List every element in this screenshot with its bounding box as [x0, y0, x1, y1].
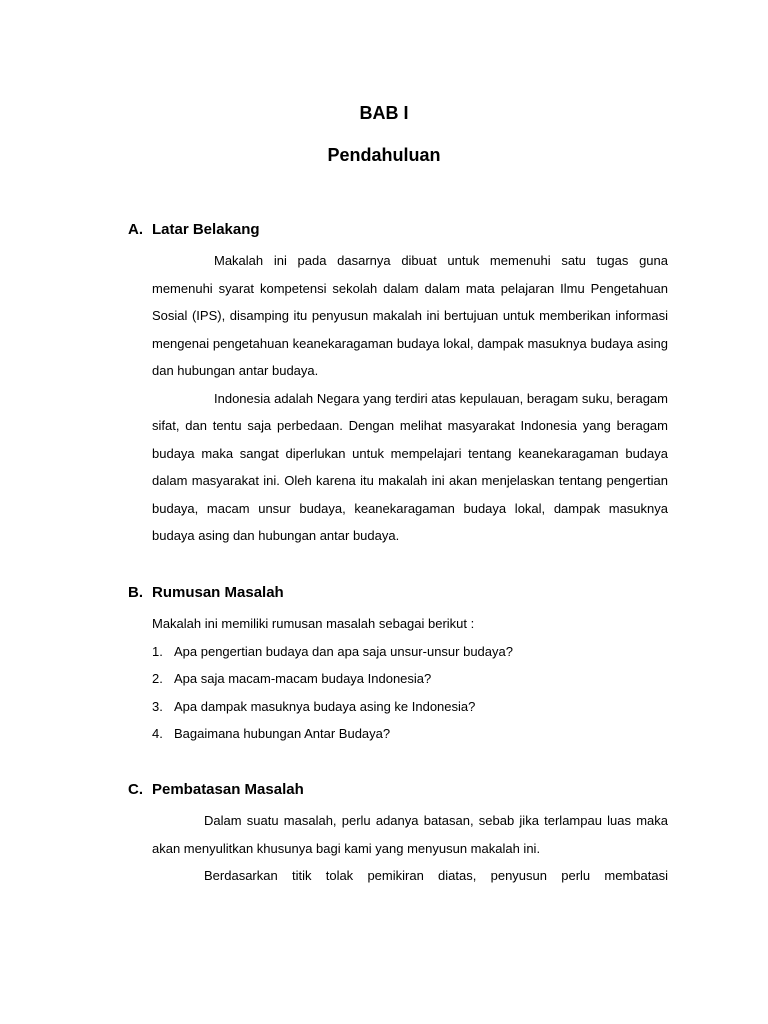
paragraph: Berdasarkan titik tolak pemikiran diatas, penyusun perlu membatasi	[204, 868, 668, 883]
chapter-title: Pendahuluan	[327, 145, 441, 165]
section-title: Latar Belakang	[152, 221, 260, 238]
section-title: Rumusan Masalah	[152, 584, 284, 601]
section-letter: B.	[128, 584, 143, 601]
list-text: Apa pengertian budaya dan apa saja unsur-unsur budaya?	[174, 643, 513, 659]
section-heading-rumusan-masalah	[128, 584, 688, 601]
list-text: Apa dampak masuknya budaya asing ke Indonesia?	[174, 698, 476, 714]
section-body-pembatasan-masalah	[152, 807, 668, 890]
list-intro: Makalah ini memiliki rumusan masalah sebagai berikut :	[152, 616, 475, 631]
section-letter: C.	[128, 781, 143, 798]
section-heading-latar-belakang	[128, 221, 688, 238]
section-heading-pembatasan-masalah	[128, 781, 688, 798]
section-title: Pembatasan Masalah	[152, 781, 304, 798]
list-text: Bagaimana hubungan Antar Budaya?	[174, 726, 391, 741]
list-item	[152, 720, 668, 748]
chapter-number: BAB I	[359, 103, 409, 123]
section-letter: A.	[128, 221, 143, 238]
section-body-latar-belakang	[152, 247, 668, 550]
list-number: 1.	[152, 643, 163, 659]
list-number: 4.	[152, 726, 163, 741]
list-number: 3.	[152, 698, 163, 714]
paragraph: Makalah ini pada dasarnya dibuat untuk memenuhi satu tugas guna memenuhi syarat kompetensi sekolah dalam dalam mata pelajaran Ilmu Pengetahuan Sosial (IPS), disamping itu penyusun makalah ini bertujuan untuk memberikan informasi mengenai pengetahuan keanekaragaman budaya lokal, dampak masuknya budaya asing dan hubungan antar budaya.	[152, 253, 668, 378]
paragraph: Dalam suatu masalah, perlu adanya batasan, sebab jika terlampau luas maka akan menyulitkan khusunya bagi kami yang menyusun makalah ini.	[152, 813, 668, 856]
list-text: Apa saja macam-macam budaya Indonesia?	[174, 671, 432, 686]
list-number: 2.	[152, 671, 163, 686]
list-item	[152, 693, 668, 721]
list-item	[152, 665, 668, 693]
paragraph: Indonesia adalah Negara yang terdiri atas kepulauan, beragam suku, beragam sifat, dan tentu saja perbedaan. Dengan melihat masyarakat Indonesia yang beragam budaya maka sangat diperlukan untuk mempelajari tentang keanekaragaman budaya dalam masyarakat ini. Oleh karena itu makalah ini akan menjelaskan tentang pengertian budaya, macam unsur budaya, keanekaragaman budaya lokal, dampak masuknya budaya asing dan hubungan antar budaya.	[152, 390, 668, 543]
list-item	[152, 638, 668, 666]
problem-list	[152, 638, 668, 748]
section-body-rumusan-masalah	[152, 610, 668, 748]
